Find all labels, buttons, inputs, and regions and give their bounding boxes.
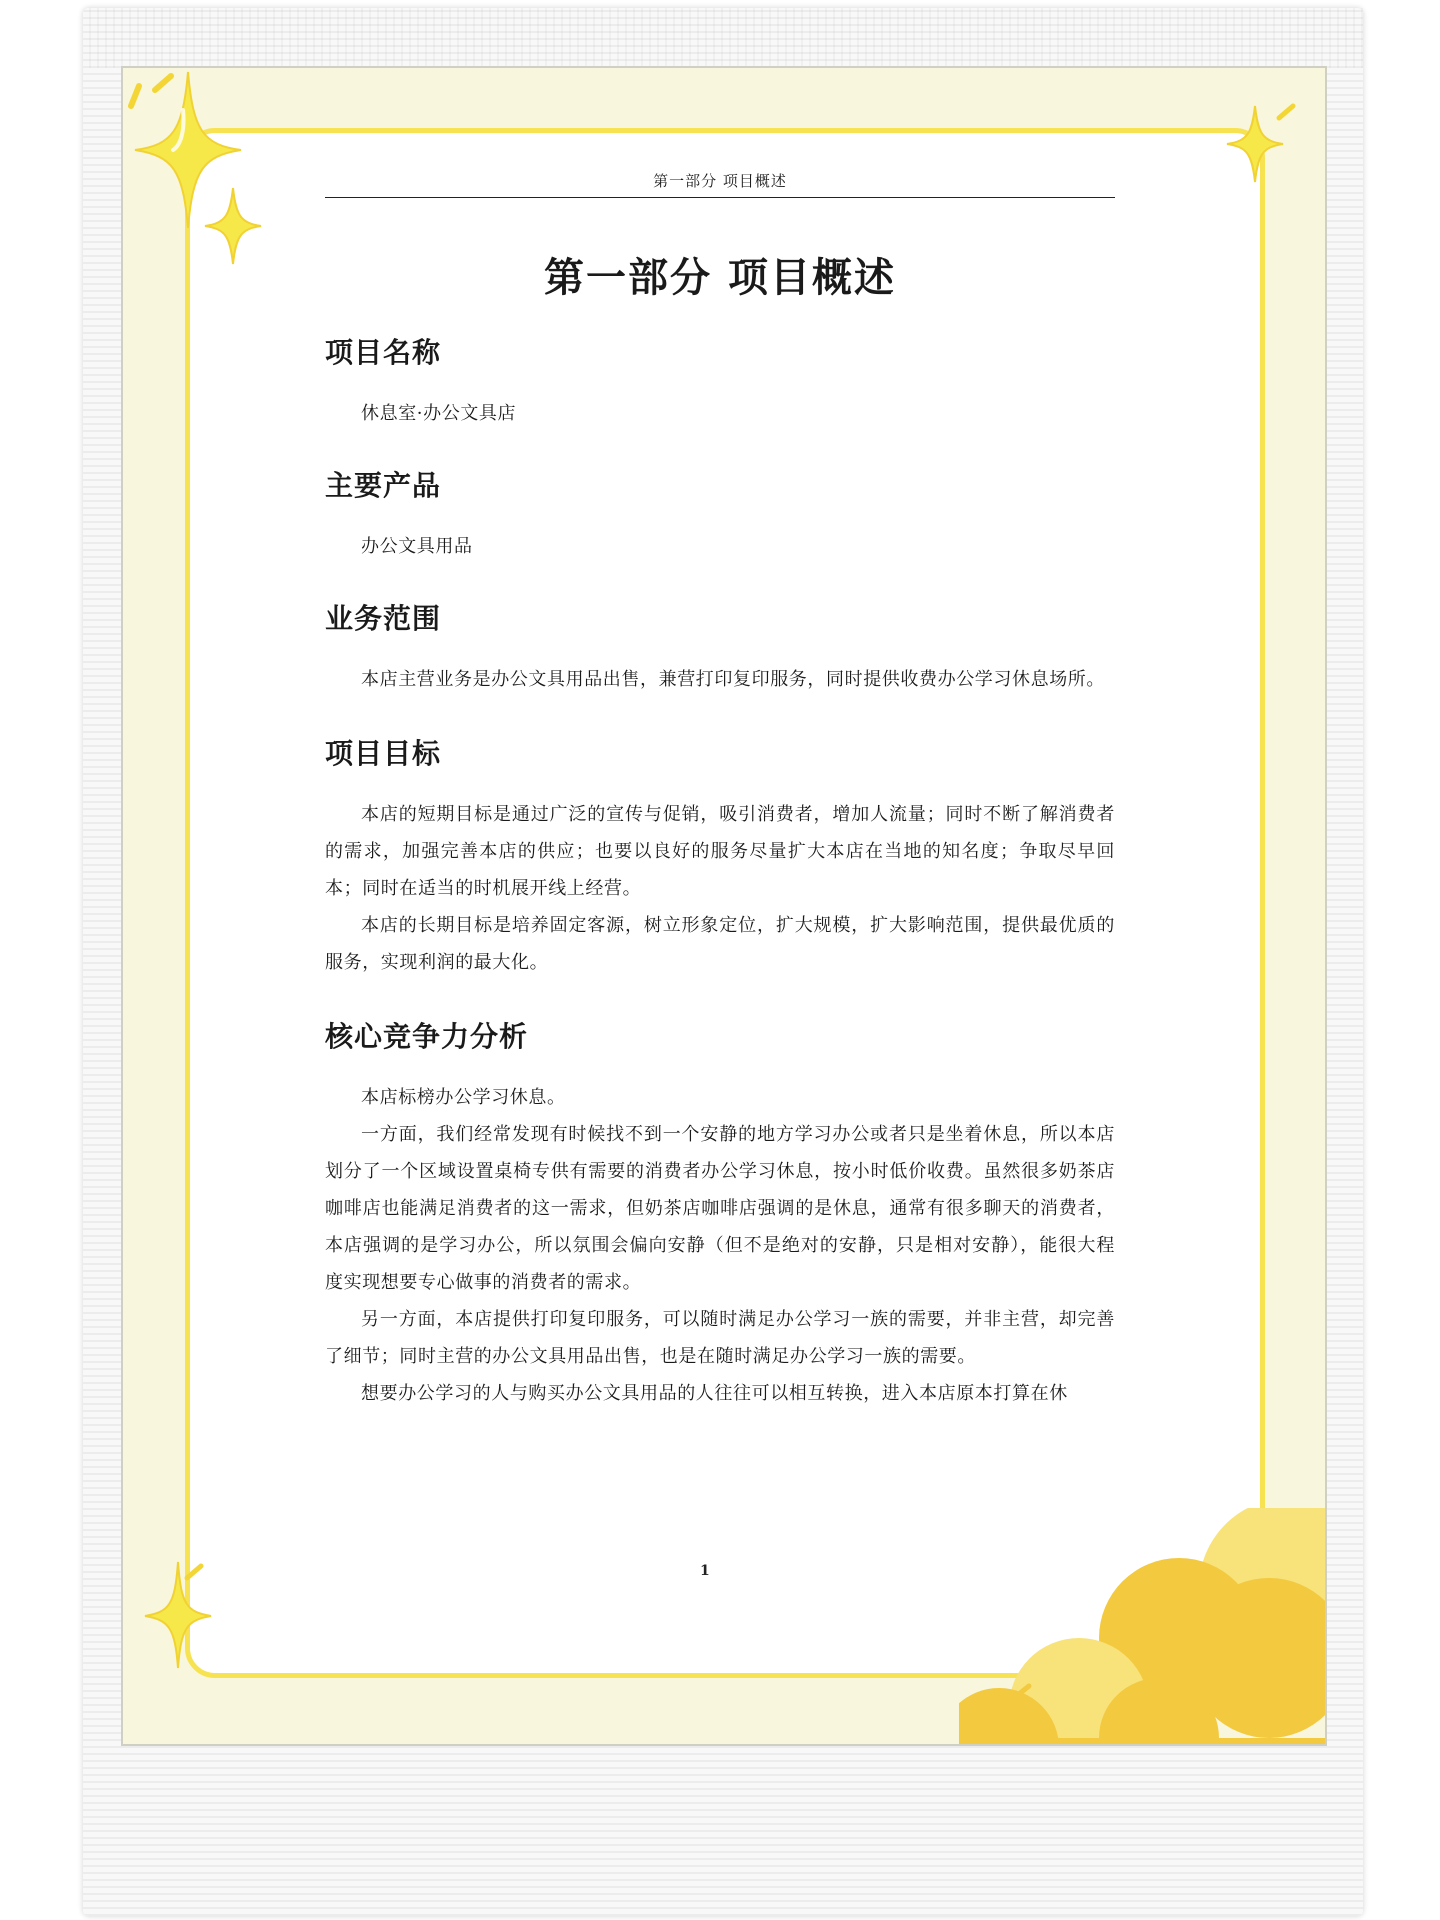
paragraph: 办公文具用品 <box>361 536 473 557</box>
page-title: 第一部分 项目概述 <box>544 254 896 301</box>
section-heading: 核心竞争力分析 <box>325 1020 529 1053</box>
section-heading: 项目名称 <box>325 336 442 369</box>
paragraph: 本店主营业务是办公文具用品出售，兼营打印复印服务，同时提供收费办公学习休息场所。 <box>361 669 1105 690</box>
cloud-illustration <box>959 1508 1327 1746</box>
sparkle-icon <box>203 186 263 266</box>
section-main-products <box>325 464 1115 565</box>
paragraph: 想要办公学习的人与购买办公文具用品的人往往可以相互转换，进入本店原本打算在休 <box>361 1383 1068 1404</box>
sparkle-icon <box>1273 98 1303 128</box>
sparkle-icon <box>181 1558 211 1588</box>
paragraph: 本店的长期目标是培养固定客源，树立形象定位，扩大规模，扩大影响范围，提供最优质的服务，实现利润的最大化。 <box>325 915 1115 973</box>
section-core-competitiveness <box>325 1015 1115 1412</box>
paragraph: 休息室·办公文具店 <box>361 403 517 424</box>
paragraph: 一方面，我们经常发现有时候找不到一个安静的地方学习办公或者只是坐着休息，所以本店划分了一个区域设置桌椅专供有需要的消费者办公学习休息，按小时低价收费。虽然很多奶茶店咖啡店也能满足消费者的这一需求，但奶茶店咖啡店强调的是休息，通常有很多聊天的消费者，本店强调的是学习办公，所以氛围会偏向安静（但不是绝对的安静，只是相对安静），能很大程度实现想要专心做事的消费者的需求。 <box>325 1124 1115 1293</box>
section-project-goals <box>325 732 1115 981</box>
paragraph: 另一方面，本店提供打印复印服务，可以随时满足办公学习一族的需要，并非主营，却完善了细节；同时主营的办公文具用品出售，也是在随时满足办公学习一族的需要。 <box>325 1309 1115 1367</box>
section-heading: 业务范围 <box>325 602 442 635</box>
section-business-scope <box>325 597 1115 698</box>
document-page <box>325 170 1115 1412</box>
paragraph: 本店标榜办公学习休息。 <box>361 1087 566 1108</box>
running-header: 第一部分 项目概述 <box>325 170 1115 198</box>
page-number: 1 <box>700 1563 710 1579</box>
section-heading: 主要产品 <box>325 469 442 502</box>
section-project-name <box>325 331 1115 432</box>
paragraph: 本店的短期目标是通过广泛的宣传与促销，吸引消费者，增加人流量；同时不断了解消费者的需求，加强完善本店的供应；也要以良好的服务尽量扩大本店在当地的知名度；争取尽早回本；同时在适当的时机展开线上经营。 <box>325 804 1115 899</box>
section-heading: 项目目标 <box>325 737 442 770</box>
sparkle-icon <box>151 70 181 100</box>
